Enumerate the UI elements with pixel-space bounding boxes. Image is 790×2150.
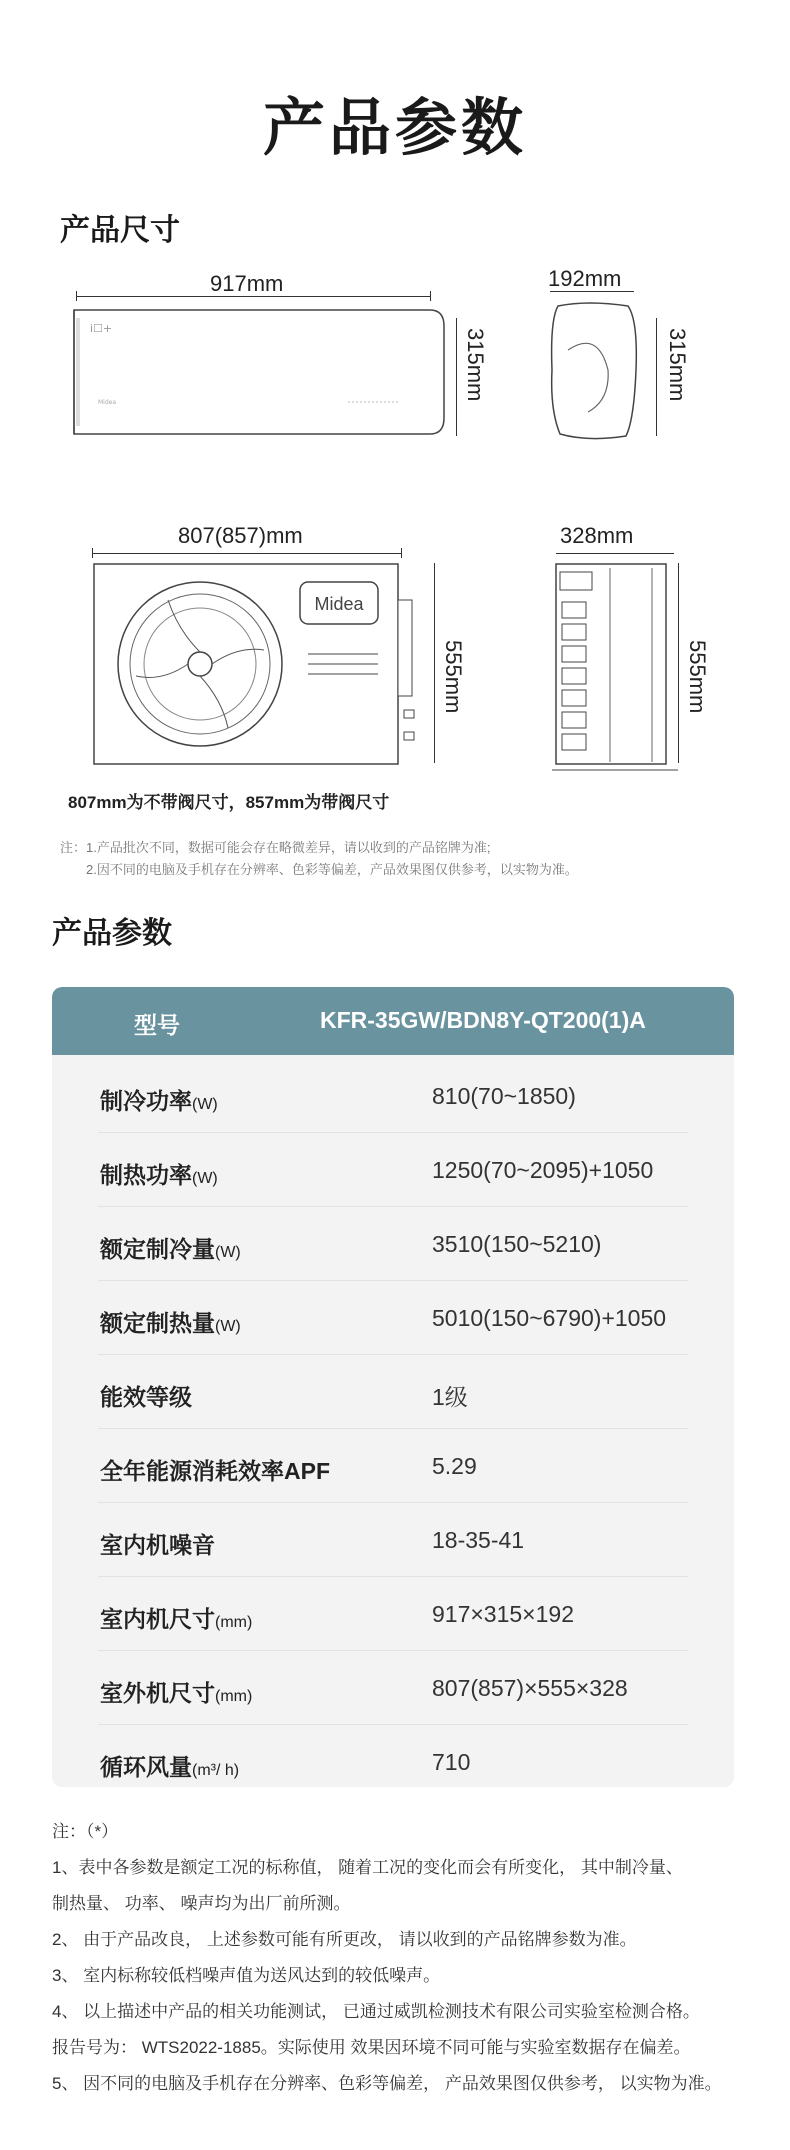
dimension-note-1: 注：1.产品批次不同，数据可能会存在略微差异，请以收到的产品铭牌为准; [60, 840, 491, 855]
param-label: 额定制热量(W) [100, 1310, 241, 1336]
param-label: 室内机噪音 [100, 1532, 215, 1558]
param-label: 制冷功率(W) [100, 1088, 218, 1114]
footnote-line: 5、 因不同的电脑及手机存在分辨率、色彩等偏差， 产品效果图仅供参考， 以实物为准。 [52, 2074, 722, 2093]
footnote-heading: 注：（*） [52, 1822, 119, 1841]
model-header-label: 型号 [134, 1012, 180, 1038]
param-value: 3510(150~5210) [432, 1231, 602, 1257]
indoor-unit-side-drawing [548, 300, 640, 442]
page-title: 产品参数 [262, 94, 527, 163]
dimension-note-2: 2.因不同的电脑及手机存在分辨率、色彩等偏差，产品效果图仅供参考，以实物为准。 [86, 862, 578, 877]
table-row [52, 1429, 734, 1503]
indoor-depth-line [550, 291, 634, 292]
table-row [52, 1725, 734, 1787]
param-value: 18-35-41 [432, 1527, 525, 1553]
table-row [52, 1355, 734, 1429]
outdoor-width-line [92, 553, 402, 554]
outdoor-side-height-label: 555mm [685, 640, 710, 714]
param-label: 循环风量(m³/ h) [100, 1754, 240, 1780]
outdoor-brand-logo: Midea [314, 594, 364, 614]
table-row [52, 1059, 734, 1133]
param-label: 全年能源消耗效率APF [100, 1458, 330, 1484]
footnote-line: 1、表中各参数是额定工况的标称值， 随着工况的变化而会有所变化， 其中制冷量、 [52, 1858, 683, 1877]
params-table [52, 987, 734, 1787]
footnote-line: 报告号为： WTS2022-1885。实际使用 效果因环境不同可能与实验室数据存在偏差。 [52, 2038, 691, 2057]
footnote-line: 4、 以上描述中产品的相关功能测试， 已通过威凯检测技术有限公司实验室检测合格。 [52, 2002, 700, 2021]
table-row [52, 1577, 734, 1651]
svg-text:Midea: Midea [98, 399, 117, 406]
tick [92, 548, 93, 558]
footnote-line: 2、 由于产品改良， 上述参数可能有所更改， 请以收到的产品铭牌参数为准。 [52, 1930, 637, 1949]
params-section-title: 产品参数 [52, 917, 172, 950]
dimensions-section-title: 产品尺寸 [60, 214, 180, 247]
outdoor-depth-label: 328mm [560, 523, 634, 548]
param-value: 710 [432, 1749, 471, 1775]
outdoor-unit-side-drawing [548, 558, 682, 780]
outdoor-caption: 807mm为不带阀尺寸，857mm为带阀尺寸 [68, 793, 390, 812]
param-value: 1级 [432, 1384, 468, 1410]
table-row [52, 1133, 734, 1207]
param-value: 917×315×192 [432, 1601, 574, 1627]
indoor-unit-front-drawing [68, 306, 448, 438]
param-label: 室外机尺寸(mm) [100, 1680, 253, 1706]
outdoor-height-line [434, 563, 435, 763]
outdoor-width-label: 807(857)mm [178, 523, 303, 548]
params-table-header [52, 987, 734, 1055]
indoor-depth-label: 192mm [548, 266, 622, 291]
indoor-height-label: 315mm [463, 328, 488, 402]
outdoor-side-height-line [678, 563, 679, 763]
tick [76, 291, 77, 301]
table-row [52, 1651, 734, 1725]
table-row [52, 1281, 734, 1355]
indoor-height-line [456, 318, 457, 436]
param-label: 额定制冷量(W) [100, 1236, 241, 1262]
indoor-side-height-label: 315mm [665, 328, 690, 402]
table-row [52, 1207, 734, 1281]
indoor-side-height-line [656, 318, 657, 436]
param-value: 1250(70~2095)+1050 [432, 1157, 654, 1183]
param-value: 5.29 [432, 1453, 477, 1479]
outdoor-depth-line [556, 553, 674, 554]
param-value: 807(857)×555×328 [432, 1675, 628, 1701]
outdoor-height-label: 555mm [441, 640, 466, 714]
param-value: 810(70~1850) [432, 1083, 576, 1109]
table-row [52, 1503, 734, 1577]
outdoor-unit-front-drawing [88, 560, 424, 774]
model-header-value: KFR-35GW/BDN8Y-QT200(1)A [320, 1007, 646, 1033]
tick [430, 291, 431, 301]
param-value: 5010(150~6790)+1050 [432, 1305, 667, 1331]
indoor-width-line [76, 296, 431, 297]
indoor-width-label: 917mm [210, 271, 284, 296]
tick [401, 548, 402, 558]
param-label: 能效等级 [100, 1384, 192, 1410]
svg-text:i☐+: i☐+ [90, 322, 113, 335]
footnote-line: 3、 室内标称较低档噪声值为送风达到的较低噪声。 [52, 1966, 441, 1985]
param-label: 室内机尺寸(mm) [100, 1606, 253, 1632]
param-label: 制热功率(W) [100, 1162, 218, 1188]
footnote-line: 制热量、 功率、 噪声均为出厂前所测。 [52, 1894, 351, 1913]
